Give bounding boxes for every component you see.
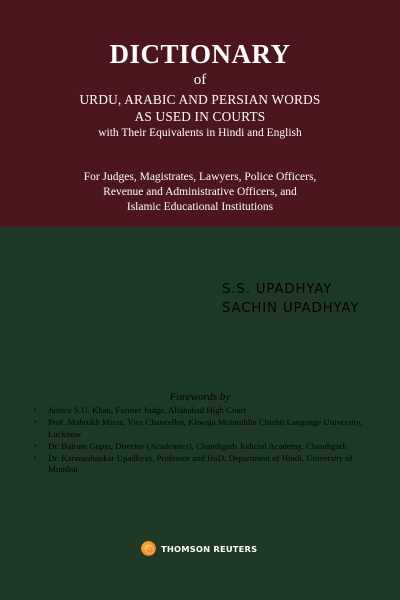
thomson-reuters-logo-icon <box>141 541 156 556</box>
foreword-item: • Justice S.U. Khan, Former Judge, Allahabad High Court <box>34 405 364 417</box>
audience-line: Islamic Educational Institutions <box>126 201 274 213</box>
audience-text <box>0 170 400 215</box>
subtitle-line-3: with Their Equivalents in Hindi and English <box>98 127 302 139</box>
audience-line: For Judges, Magistrates, Lawyers, Police Officers, <box>83 171 317 183</box>
forewords-list <box>34 405 364 476</box>
publisher-name: THOMSON REUTERS <box>161 543 258 554</box>
foreword-item: • Dr. Balram Gupta, Director (Academics), Chandigarh Judicial Academy, Chandigarh <box>34 441 364 453</box>
title-of: of <box>193 72 207 88</box>
book-title: DICTIONARY <box>109 39 291 69</box>
subtitle-line-1: URDU, ARABIC AND PERSIAN WORDS <box>79 92 321 107</box>
foreword-item: • Dr. Karunashankar Upadhyay, Professor and HoD, Department of Hindi, University of Mumbai <box>34 453 364 476</box>
publisher-mark <box>141 541 257 556</box>
author-name: SACHIN UPADHYAY <box>222 301 360 316</box>
foreword-item: • Prof. Mahrukh Mirza, Vice Chancellor, Khwaja Moinuddin Chishti Language University, Lucknow <box>34 417 364 440</box>
audience-line: Revenue and Administrative Officers, and <box>103 186 297 198</box>
author-name: S.S. UPADHYAY <box>222 282 333 297</box>
authors <box>222 280 359 318</box>
cover-top-panel <box>0 0 400 227</box>
subtitle-line-2: AS USED IN COURTS <box>134 109 266 124</box>
forewords-heading: Forewords by <box>169 391 231 403</box>
